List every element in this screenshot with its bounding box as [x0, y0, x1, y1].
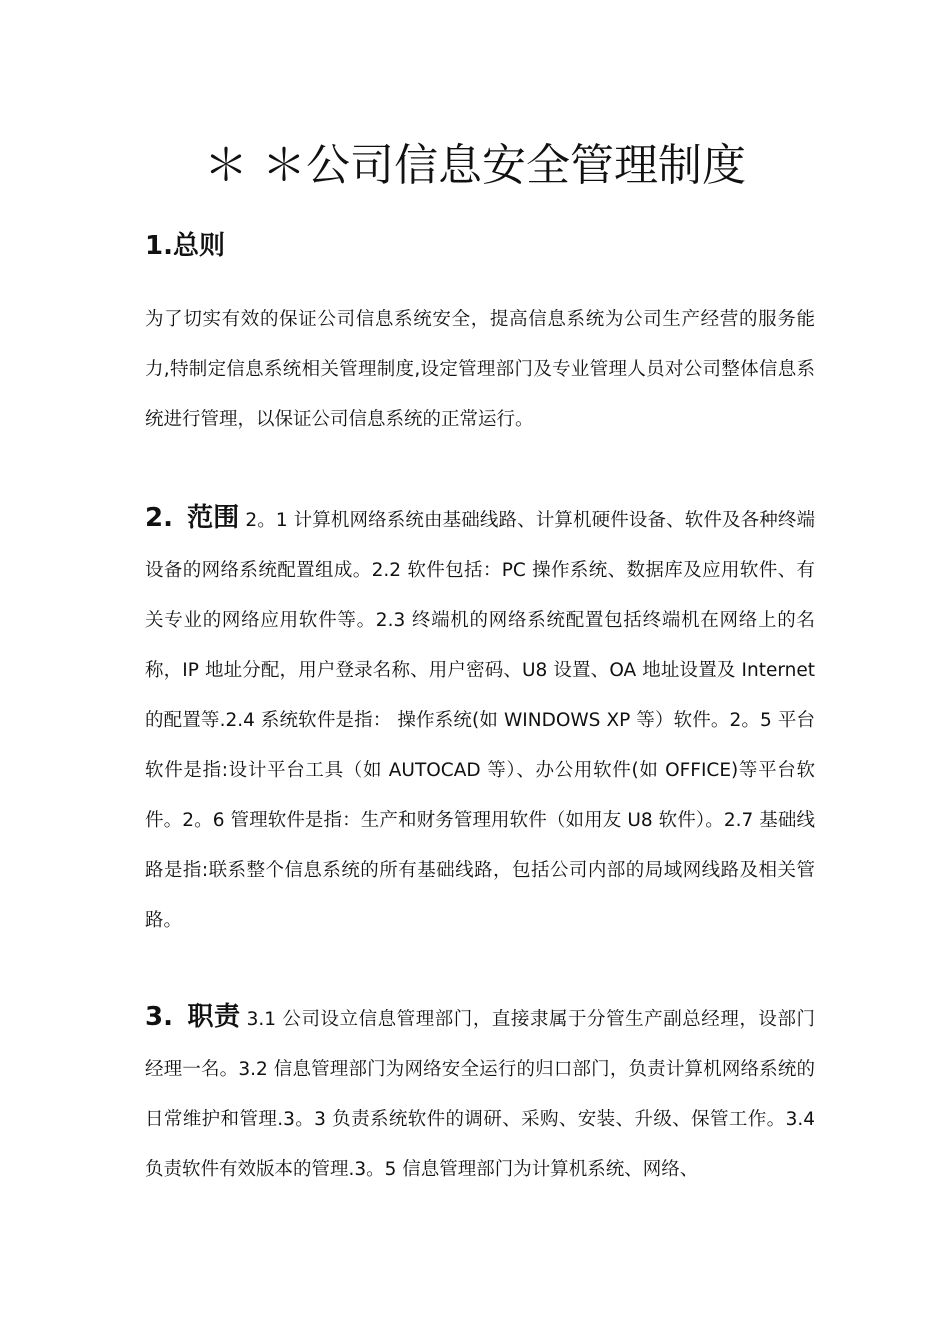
- section-1-heading: 1.总则: [145, 231, 225, 261]
- section-3-paragraph: [145, 992, 815, 1195]
- section-3-body: 3.1 公司设立信息管理部门，直接隶属于分管生产副总经理，设部门经理一名。3.2 信息管理部门为网络安全运行的归口部门，负责计算机网络系统的日常维护和管理.3。3 负责系统软件的调研、采购、安装、升级、保管工作。3.4 负责软件有效版本的管理.3。5 信息管理部门为计算机系统、网络、: [145, 1009, 815, 1180]
- page-title: ＊ ＊公司信息安全管理制度: [204, 140, 746, 191]
- section-3-number: 3.: [145, 1002, 173, 1032]
- section-2-paragraph: [145, 493, 815, 946]
- section-2-heading: 范围: [186, 503, 240, 533]
- section-2-number: 2.: [145, 503, 173, 533]
- section-1-body: 为了切实有效的保证公司信息系统安全，提高信息系统为公司生产经营的服务能力,特制定信息系统相关管理制度,设定管理部门及专业管理人员对公司整体信息系统进行管理，以保证公司信息系统的正常运行。: [145, 309, 815, 430]
- section-2-body: 2。1 计算机网络系统由基础线路、计算机硬件设备、软件及各种终端设备的网络系统配置组成。2.2 软件包括：PC 操作系统、数据库及应用软件、有关专业的网络应用软件等。2.3 终端机的网络系统配置包括终端机在网络上的名称，IP 地址分配，用户登录名称、用户密码、U8 设置、OA 地址设置及 Internet 的配置等.2.4 系统软件是指： 操作系统(如 WINDOWS XP 等）软件。2。5 平台软件是指:设计平台工具（如 AUTOCAD 等）、办公用软件(如 OFFICE)等平台软件。2。6 管理软件是指：生产和财务管理用软件（如用友 U8 软件）。2.7 基础线路是指:联系整个信息系统的所有基础线路，包括公司内部的局域网线路及相关管路。: [145, 510, 815, 931]
- section-3-heading: 职责: [186, 1002, 241, 1032]
